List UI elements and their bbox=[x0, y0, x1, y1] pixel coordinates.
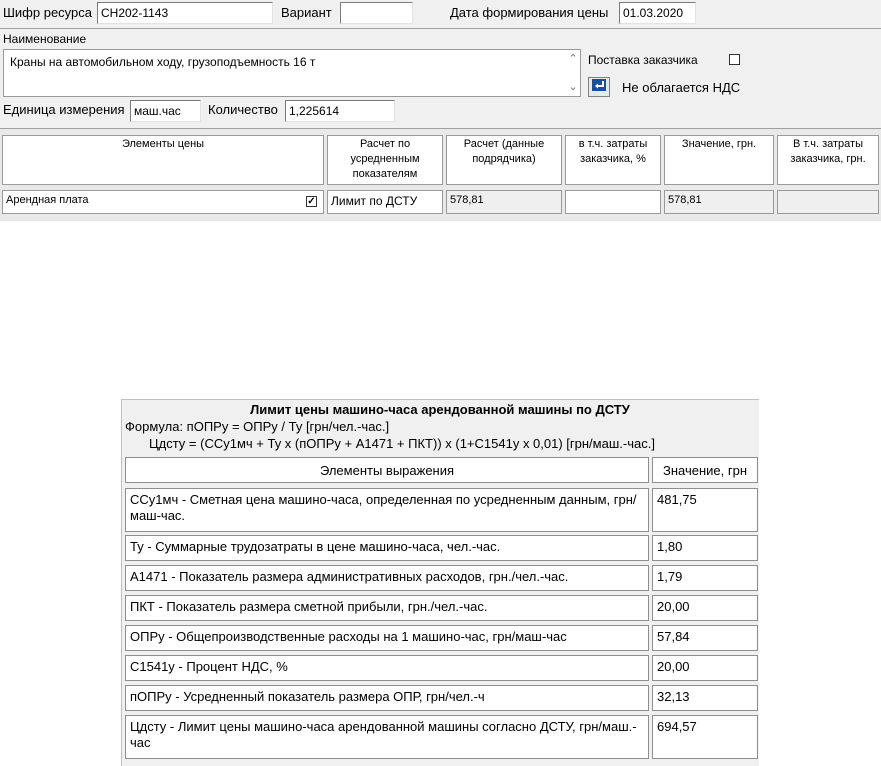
col-header-customer-pct: в т.ч. затраты заказчика, % bbox=[565, 135, 661, 185]
expression-value: 1,79 bbox=[652, 565, 758, 591]
expression-label: пОПРу - Усредненный показатель размера ОПР, грн/чел.-ч bbox=[125, 685, 649, 711]
col-header-value-uah: Значение, грн bbox=[652, 457, 758, 483]
expression-label: А1471 - Показатель размера административных расходов, грн./чел.-час. bbox=[125, 565, 649, 591]
expression-value: 32,13 bbox=[652, 685, 758, 711]
no-vat-button[interactable] bbox=[588, 77, 610, 97]
expression-value: 57,84 bbox=[652, 625, 758, 651]
variant-label: Вариант bbox=[281, 5, 332, 20]
enter-arrow-icon bbox=[591, 78, 607, 97]
row-customer-pct-cell[interactable] bbox=[565, 190, 661, 214]
col-header-elements: Элементы цены bbox=[2, 135, 324, 185]
row-element-checkbox[interactable]: ✓ bbox=[307, 196, 316, 207]
row-element-text: Арендная плата bbox=[6, 194, 89, 206]
no-vat-label: Не облагается НДС bbox=[622, 80, 741, 95]
formula-line-1: Формула: пОПРу = ОПРу / Ту [грн/чел.-час.] bbox=[125, 419, 390, 434]
expression-value: 481,75 bbox=[652, 488, 758, 532]
col-header-customer-uah: В т.ч. затраты заказчика, грн. bbox=[777, 135, 879, 185]
expression-label: ОПРу - Общепроизводственные расходы на 1 машино-час, грн/маш-час bbox=[125, 625, 649, 651]
row-avg-calc-cell[interactable]: Лимит по ДСТУ bbox=[327, 190, 443, 214]
customer-supply-checkbox[interactable] bbox=[729, 54, 740, 65]
expression-value: 694,57 bbox=[652, 715, 758, 759]
expression-label: Цдсту - Лимит цены машино-часа арендованной машины согласно ДСТУ, грн/маш.-час bbox=[125, 715, 649, 759]
col-header-contractor: Расчет (данные подрядчика) bbox=[446, 135, 562, 185]
col-header-avg-calc: Расчет по усредненным показателям bbox=[327, 135, 443, 185]
quantity-label: Количество bbox=[208, 102, 278, 117]
row-element-cell[interactable] bbox=[2, 190, 324, 214]
name-text: Краны на автомобильном ходу, грузоподъемность 16 т bbox=[10, 55, 316, 69]
expression-value: 1,80 bbox=[652, 535, 758, 561]
quantity-field[interactable]: 1,225614 bbox=[285, 100, 395, 122]
scroll-up-icon[interactable]: ⌃ bbox=[568, 53, 578, 65]
resource-code-field[interactable]: СН202-1143 bbox=[97, 2, 273, 24]
expression-label: С1541у - Процент НДС, % bbox=[125, 655, 649, 681]
row-customer-uah-cell[interactable] bbox=[777, 190, 879, 214]
scroll-down-icon[interactable]: ⌄ bbox=[568, 81, 578, 93]
resource-code-label: Шифр ресурса bbox=[3, 5, 92, 20]
expression-label: Ту - Суммарные трудозатраты в цене машино-часа, чел.-час. bbox=[125, 535, 649, 561]
price-elements-grid bbox=[0, 129, 881, 221]
expression-value: 20,00 bbox=[652, 655, 758, 681]
panel-title: Лимит цены машино-часа арендованной машины по ДСТУ bbox=[250, 402, 630, 417]
row-value-cell[interactable]: 578,81 bbox=[664, 190, 774, 214]
name-label: Наименование bbox=[3, 32, 87, 46]
expression-label: ПКТ - Показатель размера сметной прибыли, грн./чел.-час. bbox=[125, 595, 649, 621]
formula-line-2: Цдсту = (ССу1мч + Ту х (пОПРу + А1471 + ПКТ)) х (1+С1541у х 0,01) [грн/маш.-час.] bbox=[149, 436, 655, 451]
limit-calculation-panel bbox=[121, 399, 759, 766]
date-field[interactable]: 01.03.2020 bbox=[619, 2, 696, 24]
col-header-value: Значение, грн. bbox=[664, 135, 774, 185]
expression-label: ССу1мч - Сметная цена машино-часа, определенная по усредненным данным, грн/маш-час. bbox=[125, 488, 649, 532]
expression-value: 20,00 bbox=[652, 595, 758, 621]
customer-supply-label: Поставка заказчика bbox=[588, 53, 698, 67]
variant-field[interactable] bbox=[340, 2, 413, 24]
col-header-expression-elements: Элементы выражения bbox=[125, 457, 649, 483]
date-label: Дата формирования цены bbox=[450, 5, 609, 20]
row-contractor-cell[interactable]: 578,81 bbox=[446, 190, 562, 214]
separator bbox=[0, 28, 881, 29]
unit-field[interactable]: маш.час bbox=[130, 100, 201, 122]
name-textarea[interactable] bbox=[3, 49, 581, 97]
unit-label: Единица измерения bbox=[3, 102, 125, 117]
resource-form bbox=[0, 0, 881, 129]
